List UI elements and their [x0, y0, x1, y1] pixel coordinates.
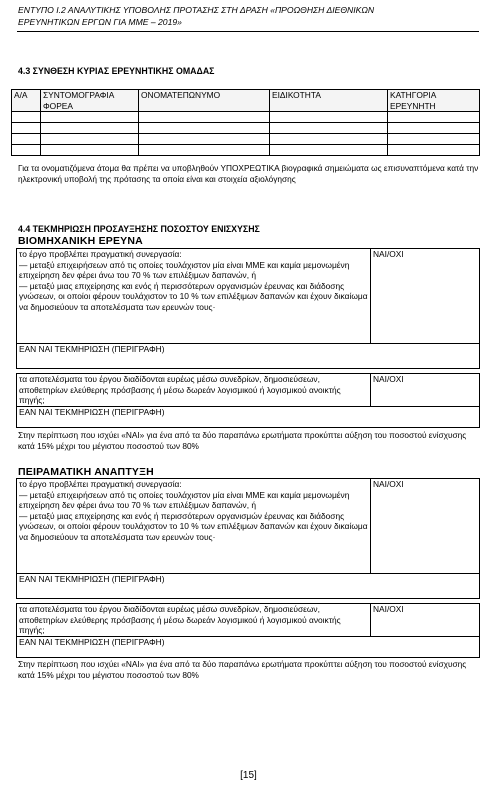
table-row — [12, 123, 480, 134]
experimental-q2-table — [16, 603, 480, 658]
experimental-q2-text: τα αποτελέσματα του έργου διαδίδονται ευρέως μέσω συνεδρίων, δημοσιεύσεων, αποθετηρίων ελεύθερης πρόσβασης ή μέσω δωρεάν λογισμικού ή λογισμικού ανοικτής πηγής; — [17, 604, 371, 637]
experimental-q1-text: το έργο προβλέπει πραγματική συνεργασία: — μεταξύ επιχειρήσεων από τις οποίες τουλάχιστον μία είναι ΜΜΕ και καμία μεμονωμένη επιχείρηση δεν φέρει άνω του 70 % των επιλέξιμων δαπανών, ή — μεταξύ μιας επιχείρησης και ενός ή περισσότερων οργανισμών έρευνας και διάδοσης γνώσεων, οι οποίοι φέρουν τουλάχιστον το 10 % των επιλέξιμων δαπανών και έχουν δικαίωμα να δημοσιεύουν τα αποτελέσματα των ερευνών τους· — [17, 479, 371, 574]
team-cv-note: Για τα ονοματιζόμενα άτομα θα πρέπει να υποβληθούν ΥΠΟΧΡΕΩΤΙΚΑ βιογραφικά σημειώματα ως επισυναπτόμενα κατά την ηλεκτρονική υποβολή της πρότασης τα οποία είναι και στοιχεία αξιολόγησης — [18, 163, 479, 184]
experimental-increase-note: Στην περίπτωση που ισχύει «ΝΑΙ» για ένα από τα δύο παραπάνω ερωτήματα προκύπτει αύξηση του ποσοστού ενίσχυσης κατά 15% μέχρι του μέγιστου ποσοστού των 80% — [18, 659, 467, 680]
col-fullname: ΟΝΟΜΑΤΕΠΩΝΥΜΟ — [139, 90, 270, 112]
col-specialty: ΕΙΔΙΚΟΤΗΤΑ — [270, 90, 388, 112]
document-header — [18, 4, 480, 28]
industrial-q2-table — [16, 373, 480, 428]
col-agency-abbr: ΣΥΝΤΟΜΟΓΡΑΦΙΑ ΦΟΡΕΑ — [41, 90, 139, 112]
header-line-2: ΕΡΕΥΝΗΤΙΚΩΝ ΕΡΓΩΝ ΓΙΑ ΜΜΕ – 2019» — [18, 17, 182, 27]
page-number: [15] — [240, 770, 257, 781]
industrial-q2-answer[interactable]: ΝΑΙ/ΟΧΙ — [371, 374, 480, 407]
experimental-q1-table — [16, 478, 480, 599]
table-row — [12, 134, 480, 145]
header-line-1: ΕΝΤΥΠΟ Ι.2 ΑΝΑΛΥΤΙΚΗΣ ΥΠΟΒΟΛΗΣ ΠΡΟΤΑΣΗΣ ΣΤΗ ΔΡΑΣΗ «ΠΡΟΩΘΗΣΗ ΔΙΕΘΝΙΚΩΝ — [18, 5, 375, 15]
table-row — [12, 145, 480, 156]
industrial-research-heading: ΒΙΟΜΗΧΑΝΙΚΗ ΕΡΕΥΝΑ — [18, 235, 143, 247]
col-researcher-category: ΚΑΤΗΓΟΡΙΑ ΕΡΕΥΝΗΤΗ — [388, 90, 480, 112]
industrial-q1-text: το έργο προβλέπει πραγματική συνεργασία: — μεταξύ επιχειρήσεων από τις οποίες τουλάχιστον μία είναι ΜΜΕ και καμία μεμονωμένη επιχείρηση δεν φέρει άνω του 70 % των επιλέξιμων δαπανών, ή — μεταξύ μιας επιχείρησης και ενός ή περισσότερων οργανισμών έρευνας και διάδοσης γνώσεων, οι οποίοι φέρουν τουλάχιστον το 10 % των επιλέξιμων δαπανών και έχουν δικαίωμα να δημοσιεύουν τα αποτελέσματα των ερευνών τους· — [17, 249, 371, 344]
experimental-q2-documentation[interactable]: ΕΑΝ ΝΑΙ ΤΕΚΜΗΡΙΩΣΗ (ΠΕΡΙΓΡΑΦΗ) — [17, 637, 480, 658]
industrial-q2-text: τα αποτελέσματα του έργου διαδίδονται ευρέως μέσω συνεδρίων, δημοσιεύσεων, αποθετηρίων ελεύθερης πρόσβασης ή μέσω δωρεάν λογισμικού ή λογισμικού ανοικτής πηγής; — [17, 374, 371, 407]
experimental-q1-answer[interactable]: ΝΑΙ/ΟΧΙ — [371, 479, 480, 574]
col-aa: Α/Α — [12, 90, 41, 112]
header-divider — [17, 31, 479, 32]
experimental-development-heading: ΠΕΙΡΑΜΑΤΙΚΗ ΑΝΑΠΤΥΞΗ — [18, 466, 154, 478]
section-4-3-title: 4.3 ΣΥΝΘΕΣΗ ΚΥΡΙΑΣ ΕΡΕΥΝΗΤΙΚΗΣ ΟΜΑΔΑΣ — [18, 66, 215, 76]
industrial-q1-answer[interactable]: ΝΑΙ/ΟΧΙ — [371, 249, 480, 344]
industrial-increase-note: Στην περίπτωση που ισχύει «ΝΑΙ» για ένα από τα δύο παραπάνω ερωτήματα προκύπτει αύξηση του ποσοστού ενίσχυσης κατά 15% μέχρι του μέγιστου ποσοστού των 80% — [18, 430, 467, 451]
industrial-q1-documentation[interactable]: ΕΑΝ ΝΑΙ ΤΕΚΜΗΡΙΩΣΗ (ΠΕΡΙΓΡΑΦΗ) — [17, 344, 480, 369]
industrial-q2-documentation[interactable]: ΕΑΝ ΝΑΙ ΤΕΚΜΗΡΙΩΣΗ (ΠΕΡΙΓΡΑΦΗ) — [17, 407, 480, 428]
table-row — [12, 112, 480, 123]
table-header-row — [12, 90, 480, 112]
experimental-q1-documentation[interactable]: ΕΑΝ ΝΑΙ ΤΕΚΜΗΡΙΩΣΗ (ΠΕΡΙΓΡΑΦΗ) — [17, 574, 480, 599]
research-team-table — [11, 89, 480, 156]
experimental-q2-answer[interactable]: ΝΑΙ/ΟΧΙ — [371, 604, 480, 637]
industrial-research-box — [16, 248, 479, 428]
section-4-4-title: 4.4 ΤΕΚΜΗΡΙΩΣΗ ΠΡΟΣΑΥΞΗΣΗΣ ΠΟΣΟΣΤΟΥ ΕΝΙΣΧΥΣΗΣ — [18, 224, 260, 234]
experimental-development-box — [16, 478, 479, 658]
industrial-q1-table — [16, 248, 480, 369]
